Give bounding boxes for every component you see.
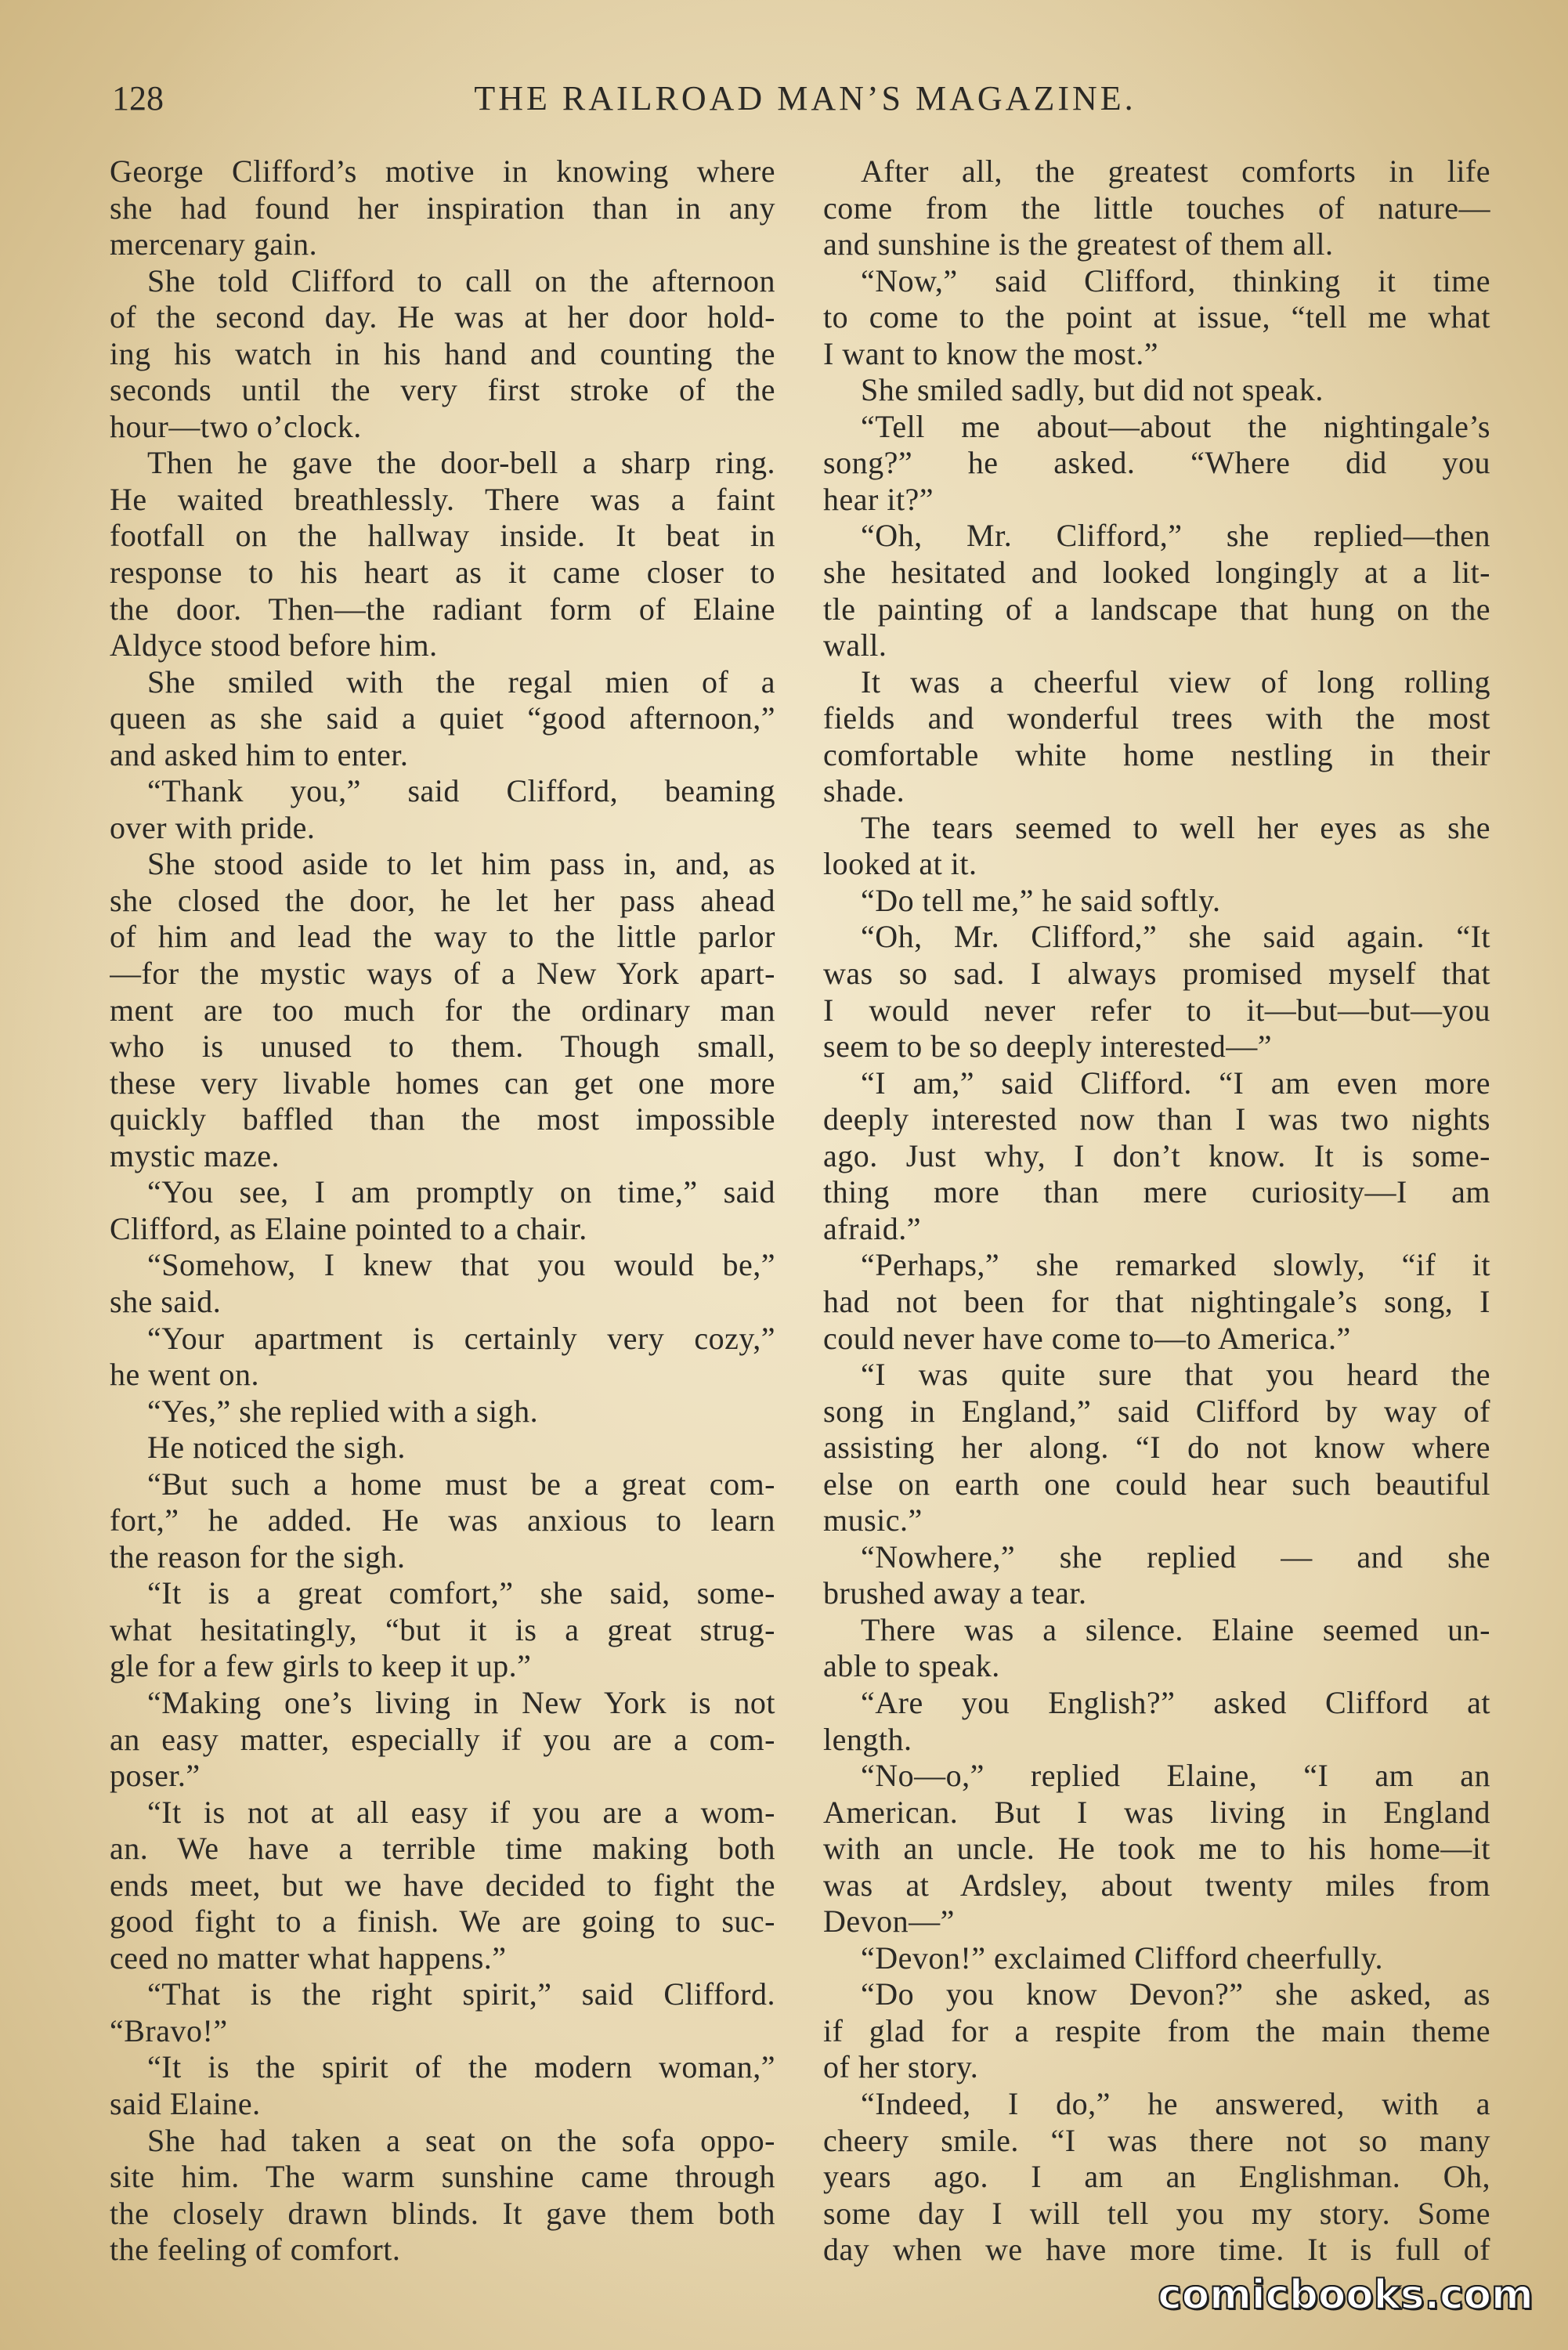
text-line: She smiled with the regal mien of a bbox=[147, 663, 775, 700]
paragraph bbox=[823, 919, 1490, 1065]
text-line: “Oh, Mr. Clifford,” she replied—then bbox=[861, 518, 1490, 554]
paragraph bbox=[110, 1394, 775, 1430]
text-line: shade. bbox=[823, 773, 905, 809]
paragraph bbox=[110, 846, 775, 1174]
text-line: The tears seemed to well her eyes as she bbox=[861, 809, 1490, 845]
paragraph bbox=[110, 1247, 775, 1320]
text-line: fort,” he added. He was anxious to learn bbox=[110, 1502, 775, 1538]
text-line: assisting her along. “I do not know where bbox=[823, 1430, 1490, 1466]
paragraph bbox=[823, 1758, 1490, 1940]
text-line: “Devon!” exclaimed Clifford cheerfully. bbox=[861, 1940, 1383, 1976]
text-line: site him. The warm sunshine came through bbox=[110, 2159, 775, 2195]
paragraph bbox=[823, 883, 1490, 920]
text-line: “Making one’s living in New York is not bbox=[147, 1684, 775, 1720]
left-column bbox=[110, 154, 775, 2269]
text-line: the reason for the sigh. bbox=[110, 1538, 406, 1574]
text-line: “Now,” said Clifford, thinking it time bbox=[861, 262, 1490, 298]
text-line: the closely drawn blinds. It gave them both bbox=[110, 2195, 775, 2231]
text-line: come from the little touches of nature— bbox=[823, 190, 1490, 226]
text-line: Then he gave the door-bell a sharp ring. bbox=[147, 445, 775, 481]
text-line: ment are too much for the ordinary man bbox=[110, 992, 775, 1028]
paragraph bbox=[110, 1430, 775, 1466]
text-line: I would never refer to it—but—but—you bbox=[823, 992, 1490, 1028]
text-line: ends meet, but we have decided to fight the bbox=[110, 1867, 775, 1903]
running-head-title: THE RAILROAD MAN’S MAGAZINE. bbox=[474, 79, 1136, 118]
text-line: and sunshine is the greatest of them all. bbox=[823, 226, 1334, 262]
text-line: quickly baffled than the most impossible bbox=[110, 1101, 775, 1137]
text-line: “I am,” said Clifford. “I am even more bbox=[861, 1065, 1490, 1101]
text-line: “Your apartment is certainly very cozy,” bbox=[147, 1320, 775, 1356]
text-line: “Do you know Devon?” she asked, as bbox=[861, 1976, 1490, 2012]
text-line: hear it?” bbox=[823, 481, 934, 517]
paragraph bbox=[110, 154, 775, 263]
paragraph bbox=[823, 1612, 1490, 1685]
text-line: was at Ardsley, about twenty miles from bbox=[823, 1867, 1490, 1903]
paragraph bbox=[110, 1174, 775, 1247]
paragraph bbox=[110, 1466, 775, 1576]
paragraph bbox=[110, 263, 775, 446]
text-line: thing more than mere curiosity—I am bbox=[823, 1174, 1490, 1210]
text-line: fields and wonderful trees with the most bbox=[823, 700, 1490, 736]
text-line: There was a silence. Elaine seemed un- bbox=[861, 1611, 1490, 1647]
paragraph bbox=[823, 810, 1490, 883]
paragraph bbox=[823, 372, 1490, 409]
text-line: After all, the greatest comforts in life bbox=[861, 154, 1490, 189]
paragraph bbox=[823, 263, 1490, 373]
paragraph bbox=[823, 1247, 1490, 1357]
text-line: looked at it. bbox=[823, 846, 977, 882]
watermark-logo: comicbooks.com bbox=[1158, 2272, 1534, 2319]
text-line: tle painting of a landscape that hung on the bbox=[823, 591, 1490, 627]
text-line: “Nowhere,” she replied — and she bbox=[861, 1538, 1490, 1574]
text-line: had not been for that nightingale’s song, I bbox=[823, 1283, 1490, 1319]
text-line: who is unused to them. Though small, bbox=[110, 1029, 775, 1065]
text-line: poser.” bbox=[110, 1758, 201, 1794]
text-line: afraid.” bbox=[823, 1210, 922, 1246]
text-line: I want to know the most.” bbox=[823, 335, 1158, 371]
paragraph bbox=[110, 1795, 775, 1977]
text-line: what hesitatingly, “but it is a great strug- bbox=[110, 1611, 775, 1647]
text-line: She had taken a seat on the sofa oppo- bbox=[147, 2122, 775, 2158]
text-line: years ago. I am an Englishman. Oh, bbox=[823, 2159, 1490, 2195]
text-line: she said. bbox=[110, 1283, 222, 1319]
text-line: mystic maze. bbox=[110, 1137, 280, 1173]
text-line: gle for a few girls to keep it up.” bbox=[110, 1648, 532, 1684]
text-line: “Perhaps,” she remarked slowly, “if it bbox=[861, 1247, 1490, 1283]
text-line: “Do tell me,” he said softly. bbox=[861, 882, 1221, 918]
text-line: of the second day. He was at her door hold- bbox=[110, 299, 775, 335]
text-line: to come to the point at issue, “tell me what bbox=[823, 299, 1490, 335]
text-line: wall. bbox=[823, 627, 887, 663]
paragraph bbox=[823, 409, 1490, 519]
paragraph bbox=[823, 154, 1490, 263]
text-line: It was a cheerful view of long rolling bbox=[861, 663, 1490, 700]
paragraph bbox=[823, 1357, 1490, 1539]
text-line: of him and lead the way to the little parlor bbox=[110, 919, 775, 955]
text-line: “Tell me about—about the nightingale’s bbox=[861, 408, 1490, 444]
text-line: the feeling of comfort. bbox=[110, 2232, 401, 2268]
text-line: hour—two o’clock. bbox=[110, 408, 362, 444]
paragraph bbox=[110, 2049, 775, 2122]
text-line: if glad for a respite from the main theme bbox=[823, 2012, 1490, 2048]
text-line: George Clifford’s motive in knowing where bbox=[110, 154, 775, 189]
text-line: She stood aside to let him pass in, and, as bbox=[147, 846, 775, 882]
paragraph bbox=[110, 1976, 775, 2049]
text-line: “Thank you,” said Clifford, beaming bbox=[147, 773, 775, 809]
text-line: seem to be so deeply interested—” bbox=[823, 1029, 1272, 1065]
text-line: American. But I was living in England bbox=[823, 1794, 1490, 1830]
text-line: could never have come to—to America.” bbox=[823, 1320, 1351, 1356]
text-line: “It is a great comfort,” she said, some- bbox=[147, 1575, 775, 1611]
text-line: “I was quite sure that you heard the bbox=[861, 1357, 1490, 1393]
text-line: ago. Just why, I don’t know. It is some- bbox=[823, 1137, 1490, 1173]
text-line: some day I will tell you my story. Some bbox=[823, 2195, 1490, 2231]
paragraph bbox=[823, 1685, 1490, 1758]
paragraph bbox=[110, 664, 775, 774]
paragraph bbox=[823, 2086, 1490, 2269]
text-line: “No—o,” replied Elaine, “I am an bbox=[861, 1758, 1490, 1794]
text-line: “But such a home must be a great com- bbox=[147, 1466, 775, 1502]
paragraph bbox=[110, 445, 775, 663]
text-line: of her story. bbox=[823, 2049, 979, 2085]
text-line: mercenary gain. bbox=[110, 226, 318, 262]
text-line: ing his watch in his hand and counting the bbox=[110, 335, 775, 371]
text-line: seconds until the very first stroke of the bbox=[110, 372, 775, 408]
text-line: She told Clifford to call on the afternoon bbox=[147, 262, 775, 298]
text-line: said Elaine. bbox=[110, 2085, 261, 2121]
text-line: ceed no matter what happens.” bbox=[110, 1940, 507, 1976]
text-line: she hesitated and looked longingly at a lit- bbox=[823, 555, 1490, 591]
text-line: “Somehow, I knew that you would be,” bbox=[147, 1247, 775, 1283]
text-line: “Indeed, I do,” he answered, with a bbox=[861, 2085, 1490, 2121]
paragraph bbox=[823, 1940, 1490, 1977]
page-number: 128 bbox=[112, 79, 164, 118]
text-line: music.” bbox=[823, 1502, 923, 1538]
text-line: —for the mystic ways of a New York apart- bbox=[110, 956, 775, 992]
text-line: with an uncle. He took me to his home—it bbox=[823, 1831, 1490, 1867]
text-line: over with pride. bbox=[110, 809, 316, 845]
text-line: queen as she said a quiet “good afternoon,” bbox=[110, 700, 775, 736]
text-line: “Yes,” she replied with a sigh. bbox=[147, 1393, 539, 1429]
paragraph bbox=[110, 2123, 775, 2269]
text-line: she closed the door, he let her pass ahead bbox=[110, 882, 775, 918]
text-line: “Bravo!” bbox=[110, 2012, 228, 2048]
text-line: Aldyce stood before him. bbox=[110, 627, 438, 663]
text-line: the door. Then—the radiant form of Elaine bbox=[110, 591, 775, 627]
text-line: She smiled sadly, but did not speak. bbox=[861, 372, 1324, 408]
paragraph bbox=[823, 518, 1490, 663]
text-line: brushed away a tear. bbox=[823, 1575, 1087, 1611]
right-column bbox=[823, 154, 1490, 2269]
paragraph bbox=[823, 1976, 1490, 2086]
text-line: response to his heart as it came closer to bbox=[110, 555, 775, 591]
text-line: footfall on the hallway inside. It beat in bbox=[110, 518, 775, 554]
text-line: song?” he asked. “Where did you bbox=[823, 445, 1490, 481]
text-line: he went on. bbox=[110, 1357, 260, 1393]
text-line: Devon—” bbox=[823, 1904, 955, 1940]
text-line: cheery smile. “I was there not so many bbox=[823, 2122, 1490, 2158]
paragraph bbox=[823, 1065, 1490, 1248]
text-line: day when we have more time. It is full of bbox=[823, 2232, 1490, 2268]
paragraph bbox=[823, 664, 1490, 810]
text-line: “It is the spirit of the modern woman,” bbox=[147, 2049, 775, 2085]
text-line: comfortable white home nestling in their bbox=[823, 736, 1490, 772]
text-line: song in England,” said Clifford by way of bbox=[823, 1393, 1490, 1429]
text-line: He waited breathlessly. There was a faint bbox=[110, 481, 775, 517]
text-line: Clifford, as Elaine pointed to a chair. bbox=[110, 1210, 587, 1246]
paragraph bbox=[110, 1575, 775, 1685]
text-line: deeply interested now than I was two nights bbox=[823, 1101, 1490, 1137]
text-line: able to speak. bbox=[823, 1648, 1000, 1684]
text-line: these very livable homes can get one more bbox=[110, 1065, 775, 1101]
text-line: length. bbox=[823, 1721, 912, 1757]
paragraph bbox=[110, 1321, 775, 1394]
text-line: “Are you English?” asked Clifford at bbox=[861, 1684, 1490, 1720]
paragraph bbox=[110, 1685, 775, 1795]
text-line: “You see, I am promptly on time,” said bbox=[147, 1174, 775, 1210]
text-line: an easy matter, especially if you are a com- bbox=[110, 1721, 775, 1757]
text-line: good fight to a finish. We are going to suc- bbox=[110, 1904, 775, 1940]
text-line: she had found her inspiration than in any bbox=[110, 190, 775, 226]
text-line: “That is the right spirit,” said Clifford. bbox=[147, 1976, 775, 2012]
paragraph bbox=[823, 1539, 1490, 1612]
text-line: He noticed the sigh. bbox=[147, 1430, 406, 1466]
text-line: “Oh, Mr. Clifford,” she said again. “It bbox=[861, 919, 1490, 955]
text-line: else on earth one could hear such beautiful bbox=[823, 1466, 1490, 1502]
paragraph bbox=[110, 773, 775, 846]
text-line: and asked him to enter. bbox=[110, 736, 409, 772]
text-line: was so sad. I always promised myself that bbox=[823, 956, 1490, 992]
text-line: an. We have a terrible time making both bbox=[110, 1831, 775, 1867]
text-line: “It is not at all easy if you are a wom- bbox=[147, 1794, 775, 1830]
